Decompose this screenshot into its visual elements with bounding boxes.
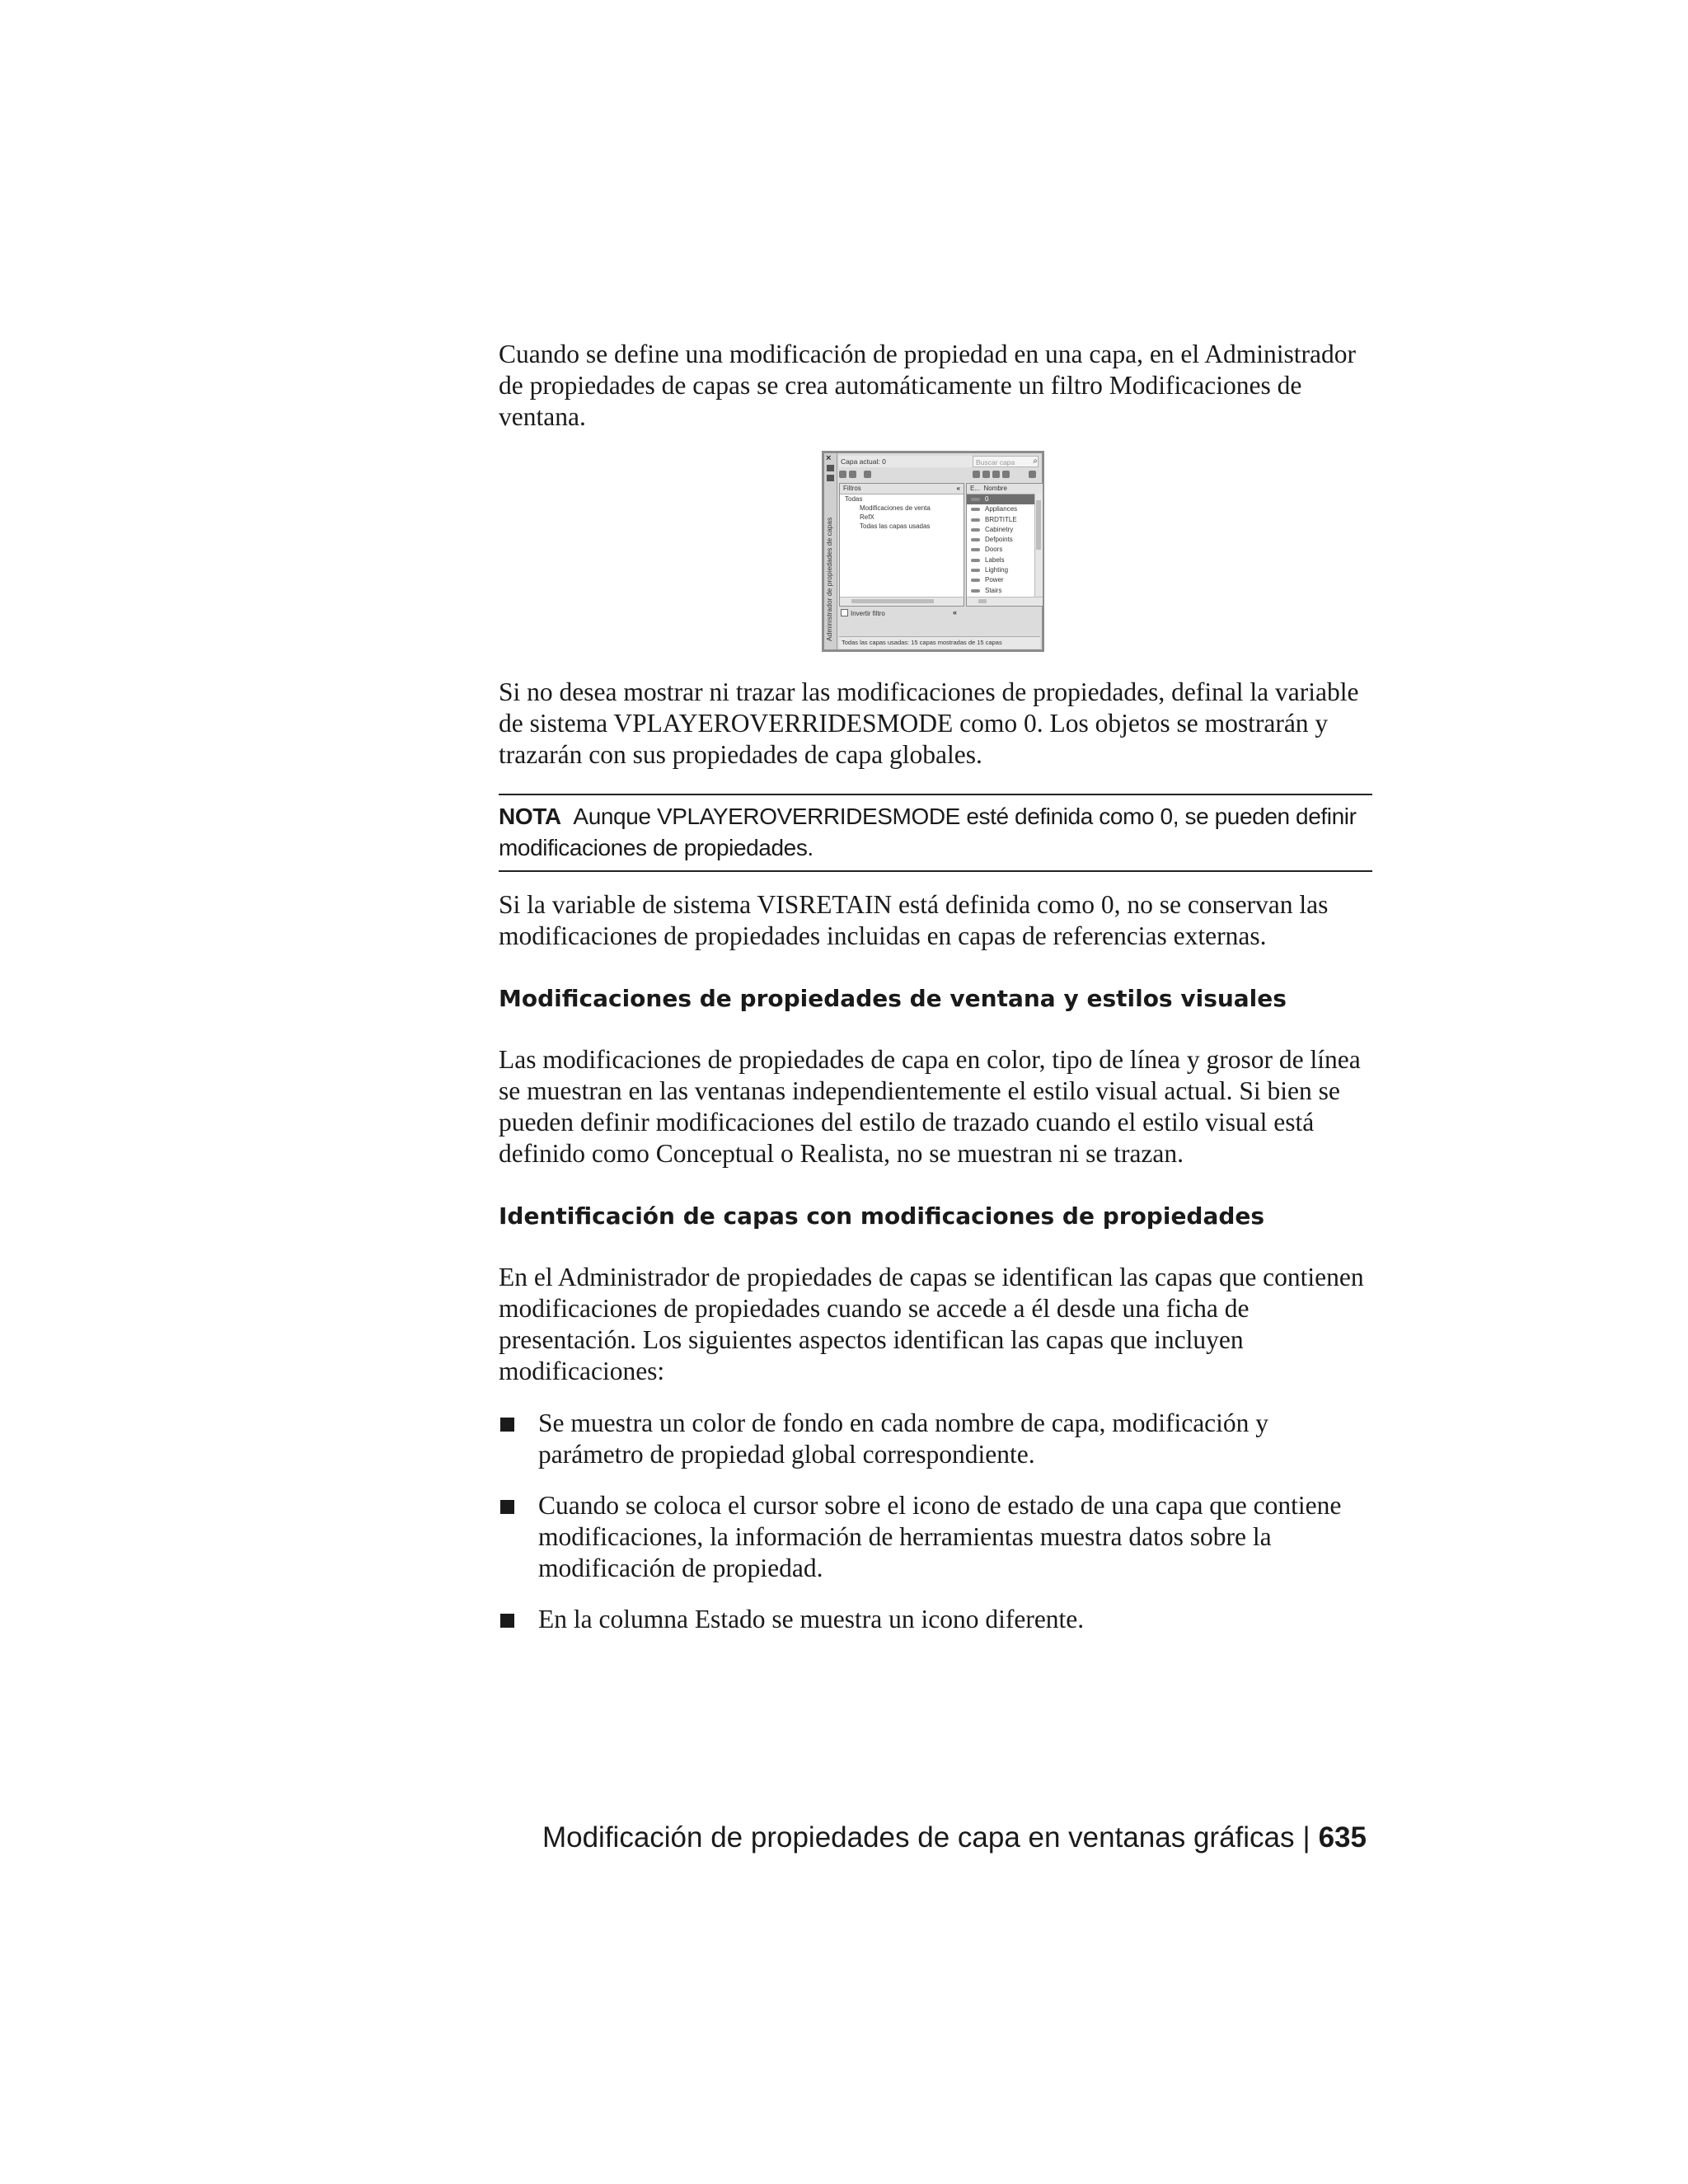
delete-layer-icon [992,471,1000,478]
tree-node: Todas [845,495,863,503]
layer-row: Power [967,575,1043,585]
new-vp-layer-icon [982,471,990,478]
section-heading-1: Modificaciones de propiedades de ventana y estilos visuales [499,985,1287,1012]
toolbar [839,469,1040,480]
layers-list [967,494,1043,606]
group-filter-icon [849,471,856,478]
paragraph-3: Si la variable de sistema VISRETAIN está definida como 0, no se conservan las modificaciones de propiedades incluidas en capas de referencias externas. [499,890,1329,950]
layer-row: Defpoints [967,535,1043,545]
layer-row: BRDTITLE [967,515,1043,525]
bullet-square-icon [500,1418,514,1432]
palette-main [837,453,1042,649]
bullet-square-icon [500,1614,514,1628]
tree-node: Modificaciones de venta [860,504,931,512]
layer-row: Cabinetry [967,525,1043,535]
note-box [499,794,1372,872]
states-icon [864,471,871,478]
page-number: 635 [1318,1821,1367,1854]
paragraph-2: Si no desea mostrar ni trazar las modificaciones de propiedades, definal la variable de sistema VPLAYEROVERRIDESMODE como 0. Los objetos se mostrarán y trazarán con sus propiedades de capa globales. [499,677,1359,769]
layers-header: E... Nombre [967,484,1043,494]
list-item: Cuando se coloca el cursor sobre el icono de estado de una capa que contiene modificaciones, la información de herramientas muestra datos sobre la modificación de propiedad. [499,1490,1372,1584]
tree-node: RefX [860,513,874,521]
horizontal-scrollbar [967,597,1043,606]
set-current-icon [1002,471,1010,478]
paragraph-4: Las modificaciones de propiedades de capa en color, tipo de línea y grosor de línea se muestran en las ventanas independientemente el estilo visual actual. Si bien se pueden definir modificaciones del estilo de trazado cuando el estilo visual está definido como Conceptual o Realista, no se muestran ni se trazan. [499,1045,1361,1168]
tree-node: Todas las capas usadas [860,523,931,530]
collapse-icon: « [956,485,960,492]
list-item: Se muestra un color de fondo en cada nombre de capa, modificación y parámetro de propiedad global correspondiente. [499,1408,1372,1470]
intro-paragraph: Cuando se define una modificación de propiedad en una capa, en el Administrador de propiedades de capas se crea automáticamente un filtro Modificaciones de ventana. [499,340,1357,431]
properties-icon [827,475,834,481]
layer-row: Stairs [967,586,1043,596]
palette-title: Administrador de propiedades de capas [825,517,833,641]
layer-row: Appliances [967,504,1043,514]
close-icon: × [826,453,832,463]
search-icon: ⌕ [1033,457,1038,466]
horizontal-scrollbar [840,597,964,606]
note-label: NOTA [499,804,561,829]
new-filter-icon [839,471,846,478]
note-text: Aunque VPLAYEROVERRIDESMODE esté definida como 0, se pueden definir modificaciones de propiedades. [499,804,1357,860]
paragraph-5: En el Administrador de propiedades de capas se identifican las capas que contienen modificaciones de propiedades cuando se accede a él desde una ficha de presentación. Los siguientes aspectos identifican las capas que incluyen modificaciones: [499,1263,1364,1385]
page-footer [542,1821,1367,1854]
filter-tree [840,494,964,531]
search-layer-field: Buscar capa [973,456,1039,467]
layer-row: Doors [967,545,1043,555]
section-heading-2: Identificación de capas con modificaciones de propiedades [499,1202,1265,1230]
checkbox-icon [841,609,848,616]
layer-row: Labels [967,555,1043,565]
top-bar [839,456,1040,467]
collapse-icon: « [953,608,958,616]
settings-icon [1029,471,1036,478]
bullet-square-icon [500,1500,514,1514]
footer-separator: | [1302,1821,1311,1854]
palette-side-bar [824,453,837,649]
list-item: En la columna Estado se muestra un icono diferente. [499,1604,1372,1635]
layer-properties-manager-screenshot [822,451,1044,652]
filters-panel [839,483,964,607]
status-bar: Todas las capas usadas: 15 capas mostradas de 15 capas [839,636,1040,649]
new-layer-icon [973,471,980,478]
filters-header: Filtros « [840,484,964,494]
bullet-list [499,1408,1372,1655]
current-layer-label: Capa actual: 0 [839,456,973,467]
layer-row: Lighting [967,565,1043,575]
vertical-scrollbar [1034,494,1043,598]
layer-row: 0 [967,494,1043,504]
footer-title: Modificación de propiedades de capa en ventanas gráficas [542,1821,1295,1854]
layers-list-panel [966,483,1043,607]
invert-filter: Invertir filtro [841,609,885,618]
autohide-icon [827,465,834,471]
